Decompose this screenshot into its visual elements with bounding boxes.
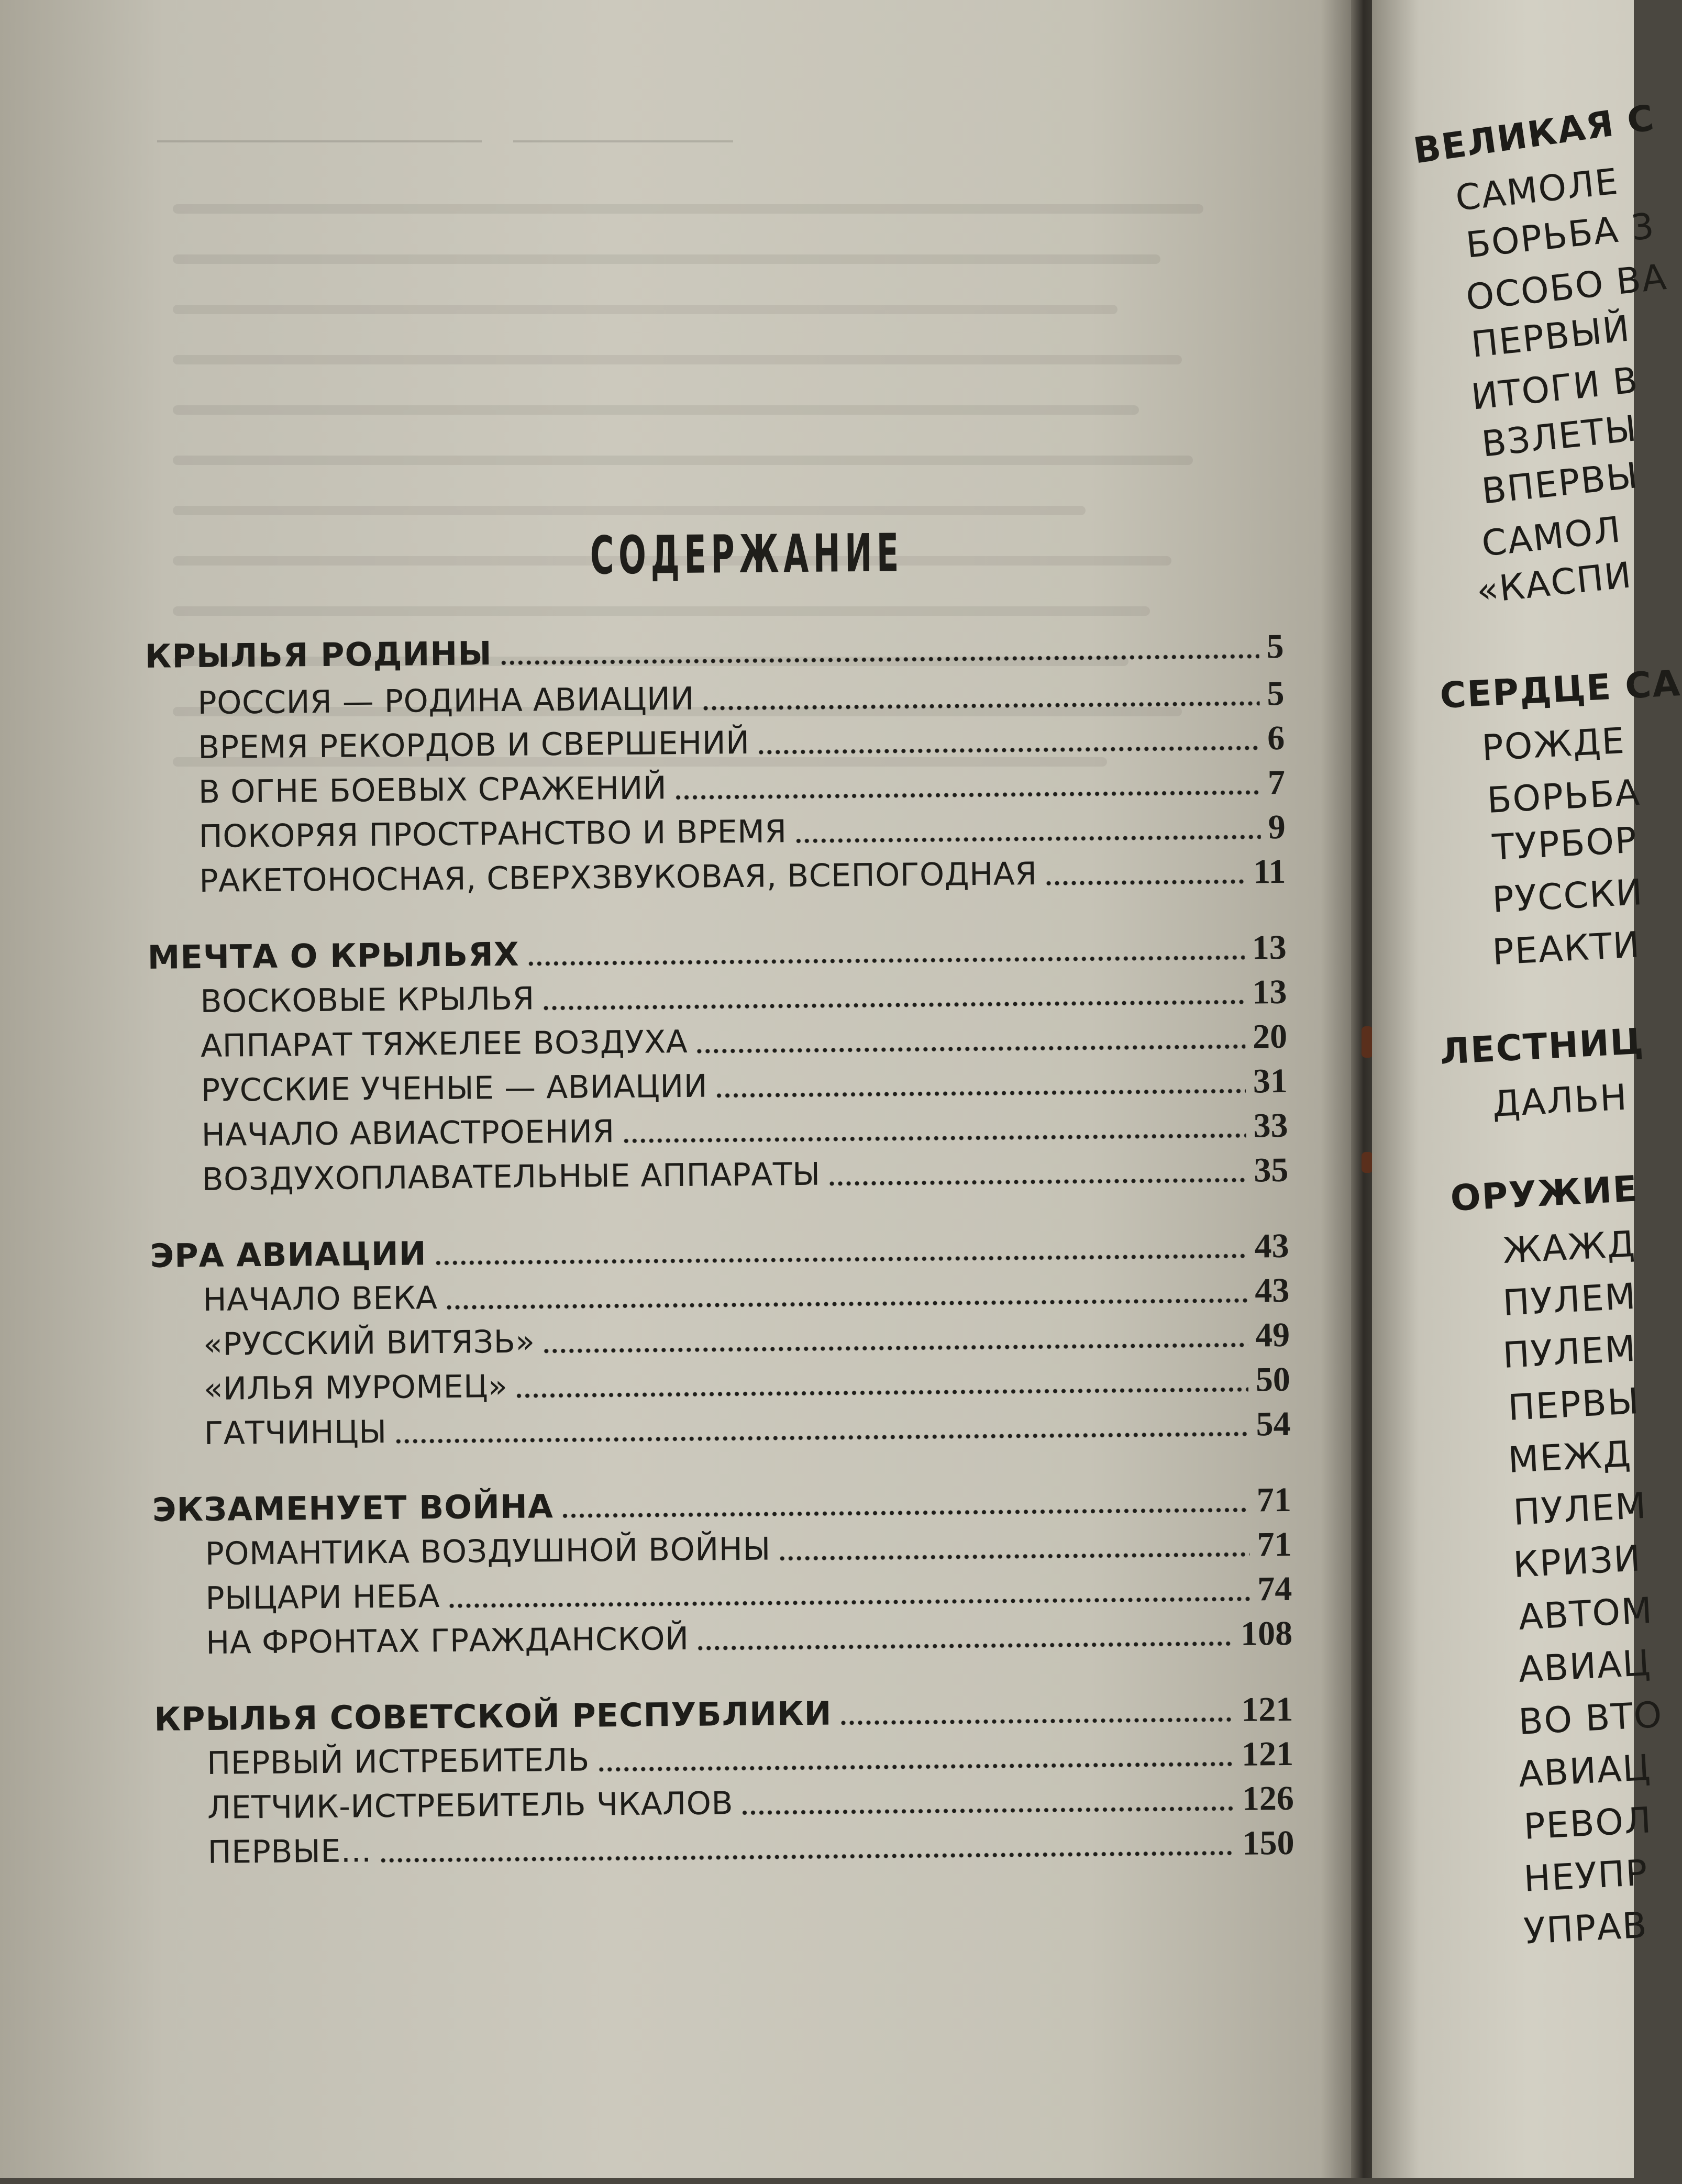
dot-leader — [757, 745, 1260, 755]
right-page-fragment: ТУРБОР — [1491, 819, 1639, 869]
toc-entry-label: ВРЕМЯ РЕКОРДОВ И СВЕРШЕНИЙ — [197, 724, 750, 767]
right-page — [1372, 0, 1682, 2178]
book-gutter — [1351, 0, 1372, 2178]
toc-entry-row — [207, 1820, 1294, 1876]
right-page-fragment: КРИЗИ — [1512, 1538, 1643, 1586]
toc-page-number: 71 — [1256, 1480, 1292, 1520]
right-page-fragment: ВЕЛИКАЯ С — [1411, 97, 1657, 172]
dot-leader — [740, 1806, 1235, 1815]
toc-entry-row — [204, 1401, 1291, 1457]
toc-page-number: 71 — [1257, 1525, 1292, 1564]
right-page-fragment: МЕЖД — [1507, 1433, 1633, 1481]
right-page-fragment: ЛЕСТНИЦ — [1438, 1021, 1645, 1073]
right-page-fragment: САМОЛ — [1479, 509, 1623, 565]
toc-page-number: 50 — [1255, 1360, 1291, 1399]
right-page-fragment: АВТОМ — [1517, 1590, 1654, 1638]
toc-page-number: 33 — [1253, 1106, 1288, 1145]
dot-leader — [394, 1432, 1249, 1444]
toc-section-label: КРЫЛЬЯ РОДИНЫ — [145, 634, 492, 675]
toc-section-label: ЭКЗАМЕНУЕТ ВОЙНА — [152, 1487, 554, 1529]
toc-entry-row — [202, 1147, 1289, 1203]
right-page-fragment: ВЗЛЕТЫ — [1479, 408, 1640, 465]
right-page-fragment: БОРЬБА — [1486, 772, 1642, 822]
toc-entry-label: РАКЕТОНОСНАЯ, СВЕРХЗВУКОВАЯ, ВСЕПОГОДНАЯ — [199, 856, 1037, 900]
dot-leader — [434, 1254, 1247, 1266]
dot-leader — [379, 1850, 1235, 1863]
toc-page-number: 121 — [1241, 1734, 1294, 1773]
toc-section-label: КРЫЛЬЯ СОВЕТСКОЙ РЕСПУБЛИКИ — [154, 1694, 832, 1738]
toc-entry-row — [199, 848, 1286, 905]
dot-leader — [447, 1597, 1250, 1609]
right-page-fragment: ПЕРВЫ — [1507, 1380, 1641, 1429]
right-page-fragment: ВО ВТО — [1517, 1694, 1664, 1743]
right-page-fragment: САМОЛЕ — [1453, 161, 1621, 219]
toc-page-number: 43 — [1255, 1271, 1290, 1310]
toc-entry-label: НА ФРОНТАХ ГРАЖДАНСКОЙ — [205, 1620, 689, 1661]
toc-entry-label: РЫЦАРИ НЕБА — [205, 1578, 440, 1617]
right-page-fragment: УПРАВ — [1522, 1904, 1649, 1953]
dot-leader — [543, 1343, 1248, 1354]
toc-entry-label: «ИЛЬЯ МУРОМЕЦ» — [203, 1368, 508, 1407]
toc-page-number: 74 — [1257, 1569, 1292, 1609]
right-page-fragment: ПЕРВЫЙ — [1469, 308, 1633, 366]
toc-page-number: 43 — [1254, 1226, 1289, 1266]
right-page-fragment: НЕУПР — [1522, 1852, 1650, 1900]
toc-entry-label: ПЕРВЫЙ ИСТРЕБИТЕЛЬ — [206, 1742, 590, 1782]
toc-page-number: 35 — [1254, 1150, 1289, 1190]
right-page-fragment: РЕВОЛ — [1522, 1800, 1654, 1848]
right-page-fragment: СЕРДЦЕ СА — [1438, 662, 1682, 717]
right-page-fragment: ПУЛЕМ — [1501, 1276, 1638, 1324]
dot-leader — [515, 1387, 1248, 1399]
right-page-fragment: ИТОГИ В — [1469, 359, 1641, 418]
dot-leader — [542, 1000, 1245, 1011]
right-page-fragment: ДАЛЬН — [1491, 1077, 1629, 1125]
right-page-fragment: АВИАЦ — [1517, 1642, 1653, 1691]
dot-leader — [828, 1178, 1247, 1187]
toc-entry-label: РОССИЯ — РОДИНА АВИАЦИИ — [197, 680, 695, 722]
toc-page-number: 126 — [1242, 1779, 1294, 1818]
dot-leader — [702, 701, 1260, 711]
right-page-fragment: ОРУЖИЕ — [1449, 1168, 1640, 1220]
right-page-fragment: ЖАЖД — [1501, 1223, 1637, 1272]
toc-title: СОДЕРЖАНИЕ — [590, 522, 904, 586]
right-page-fragment: АВИАЦ — [1517, 1747, 1653, 1795]
toc-section-label: МЕЧТА О КРЫЛЬЯХ — [147, 935, 519, 977]
dot-leader — [695, 1044, 1245, 1054]
toc-page-number: 150 — [1242, 1823, 1294, 1863]
right-page-fragment: ПУЛЕМ — [1501, 1328, 1638, 1377]
right-page-fragment: ПУЛЕМ — [1512, 1485, 1648, 1534]
dot-leader — [561, 1507, 1249, 1518]
toc-entry-label: ЛЕТЧИК-ИСТРЕБИТЕЛЬ ЧКАЛОВ — [207, 1785, 734, 1826]
toc-entry-label: ВОСКОВЫЕ КРЫЛЬЯ — [200, 980, 535, 1020]
toc-page-number: 121 — [1241, 1690, 1293, 1729]
dot-leader — [715, 1089, 1246, 1099]
toc-page-number: 9 — [1268, 807, 1286, 847]
right-page-fragment: РУССКИ — [1491, 871, 1645, 921]
right-page-fragment: БОРЬБА 3 — [1464, 205, 1657, 267]
dot-leader — [445, 1298, 1248, 1310]
toc-entry-label: РОМАНТИКА ВОЗДУШНОЙ ВОЙНЫ — [205, 1531, 771, 1572]
right-page-fragment: «КАСПИ — [1474, 555, 1634, 612]
toc-page-number: 54 — [1256, 1404, 1291, 1444]
dot-leader — [696, 1641, 1234, 1651]
dot-leader — [778, 1552, 1250, 1561]
toc-page-number: 6 — [1267, 718, 1285, 758]
toc-entry-label: «РУССКИЙ ВИТЯЗЬ» — [203, 1323, 535, 1363]
toc-page-number: 31 — [1253, 1061, 1288, 1101]
dot-leader — [527, 955, 1245, 967]
dot-leader — [597, 1761, 1234, 1772]
spine-mark — [1362, 1026, 1373, 1058]
dot-leader — [1045, 879, 1246, 886]
right-page-fragment: ВПЕРВЫ — [1479, 454, 1641, 513]
toc-entry-row — [206, 1610, 1293, 1667]
toc-entry-label: ВОЗДУХОПЛАВАТЕЛЬНЫЕ АППАРАТЫ — [202, 1156, 821, 1198]
toc-page-number: 13 — [1252, 972, 1287, 1012]
toc-page-number: 20 — [1252, 1017, 1288, 1056]
toc-page-number: 108 — [1240, 1614, 1293, 1653]
dot-leader — [839, 1717, 1234, 1726]
toc-entry-label: НАЧАЛО ВЕКА — [203, 1280, 438, 1318]
toc-entry-label: В ОГНЕ БОЕВЫХ СРАЖЕНИЙ — [198, 770, 667, 811]
toc-page-number: 11 — [1253, 852, 1286, 891]
dot-leader — [674, 790, 1260, 800]
toc-page-number: 5 — [1266, 627, 1284, 666]
toc-page-number: 49 — [1255, 1315, 1290, 1355]
right-page-fragment: РЕАКТИ — [1491, 924, 1642, 973]
toc-entry-label: РУССКИЕ УЧЕНЫЕ — АВИАЦИИ — [201, 1068, 708, 1109]
toc-section-label: ЭРА АВИАЦИИ — [150, 1234, 427, 1275]
toc-entry-label: АППАРАТ ТЯЖЕЛЕЕ ВОЗДУХА — [200, 1023, 688, 1065]
dot-leader — [622, 1133, 1246, 1144]
spine-mark — [1362, 1152, 1373, 1173]
toc-entry-label: ПОКОРЯЯ ПРОСТРАНСТВО И ВРЕМЯ — [198, 813, 787, 856]
toc-entry-label: ГАТЧИНЦЫ — [204, 1413, 387, 1452]
toc-page-number: 13 — [1252, 928, 1287, 967]
dot-leader — [794, 834, 1261, 844]
right-page-fragment: РОЖДЕ — [1480, 720, 1626, 769]
right-page-fragment: ОСОБО ВА — [1464, 256, 1669, 319]
toc-entry-label: ПЕРВЫЕ... — [207, 1833, 372, 1871]
toc-entry-label: НАЧАЛО АВИАСТРОЕНИЯ — [201, 1113, 615, 1154]
dot-leader — [500, 653, 1259, 666]
toc-page-number: 7 — [1267, 763, 1286, 802]
toc-page-number: 5 — [1267, 674, 1285, 713]
